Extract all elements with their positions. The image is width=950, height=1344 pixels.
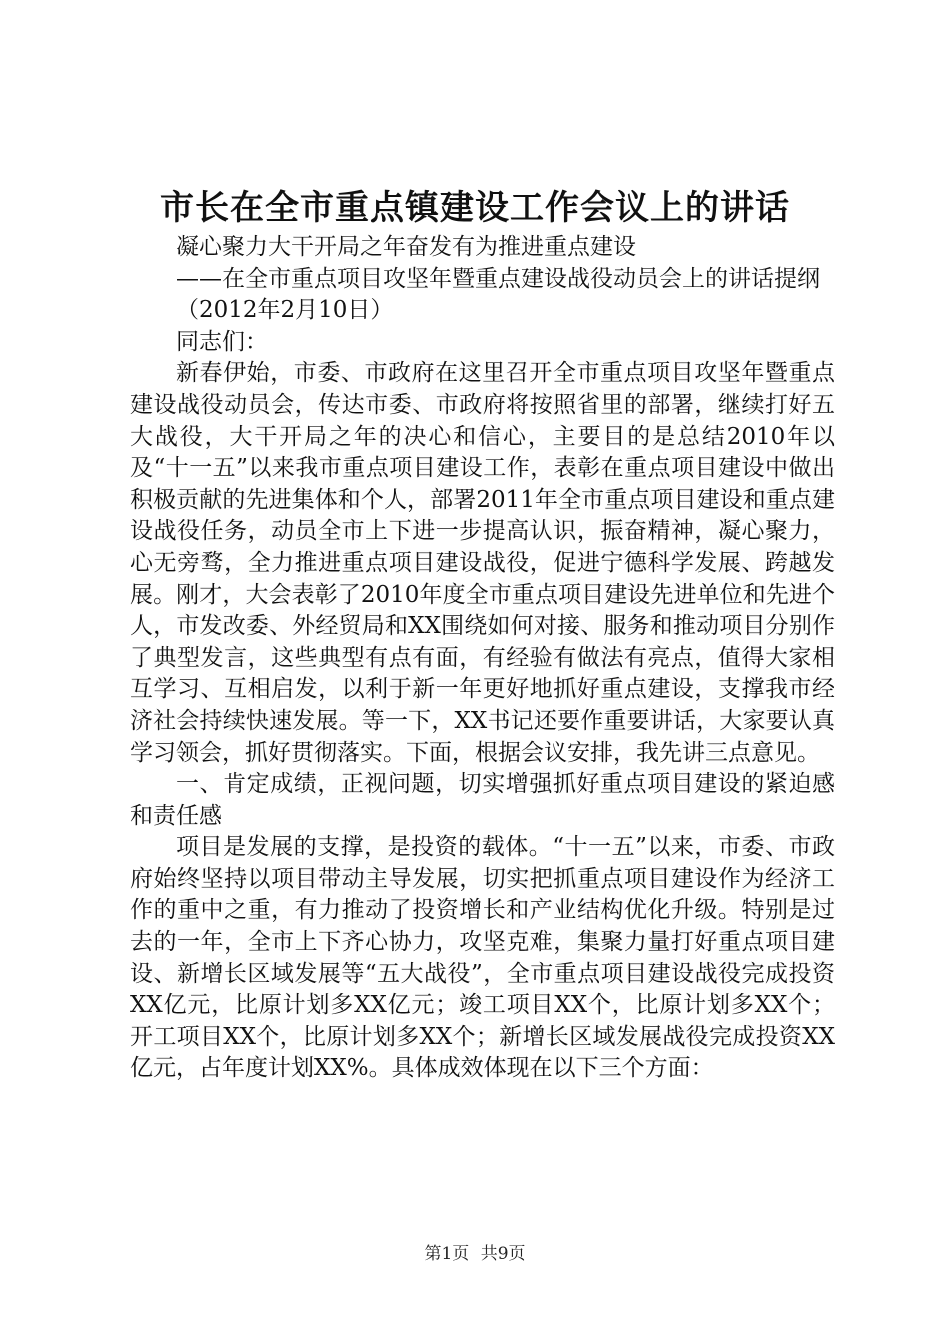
document-title: 市长在全市重点镇建设工作会议上的讲话 <box>160 188 790 228</box>
page-total: 共9页 <box>480 1244 526 1264</box>
body-paragraph: 项目是发展的支撑，是投资的载体。“十一五”以来，市委、市政府始终坚持以项目带动主导发展，切实把抓重点项目建设作为经济工作的重中之重，有力推动了投资增长和产业结构优化升级。特别是过去的一年，全市上下齐心协力，攻坚克难，集聚力量打好重点项目建设、新增长区域发展等“五大战役”，全市重点项目建设战役完成投资XX亿元，比原计划多XX亿元；竣工项目XX个，比原计划多XX个；开工项目XX个，比原计划多XX个；新增长区域发展战役完成投资XX亿元，占年度计划XX%。具体成效体现在以下三个方面： <box>130 834 835 1082</box>
speech-subtitle: ——在全市重点项目攻坚年暨重点建设战役动员会上的讲话提纲 <box>176 265 820 292</box>
page-number: 第1页 <box>424 1244 470 1264</box>
speech-heading: 凝心聚力大干开局之年奋发有为推进重点建设 <box>176 234 636 260</box>
speech-date: （2012年2月10日） <box>176 297 394 324</box>
section-heading: 一、肯定成绩，正视问题，切实增强抓好重点项目建设的紧迫感和责任感 <box>130 771 835 829</box>
body-paragraph: 新春伊始，市委、市政府在这里召开全市重点项目攻坚年暨重点建设战役动员会，传达市委、市政府将按照省里的部署，继续打好五大战役，大干开局之年的决心和信心，主要目的是总结2010年以及“十一五”以来我市重点项目建设工作，表彰在重点项目建设中做出积极贡献的先进集体和个人，部署2011年全市重点项目建设和重点建设战役任务，动员全市上下进一步提高认识，振奋精神，凝心聚力，心无旁骛，全力推进重点项目建设战役，促进宁德科学发展、跨越发展。刚才，大会表彰了2010年度全市重点项目建设先进单位和先进个人，市发改委、外经贸局和XX围绕如何对接、服务和推动项目分别作了典型发言，这些典型有点有面，有经验有做法有亮点，值得大家相互学习、互相启发，以利于新一年更好地抓好重点建设，支撑我市经济社会持续快速发展。等一下，XX书记还要作重要讲话，大家要认真学习领会，抓好贯彻落实。下面，根据会议安排，我先讲三点意见。 <box>130 360 835 766</box>
document-body <box>130 232 835 1085</box>
salutation: 同志们： <box>176 328 268 355</box>
page-footer <box>0 1242 950 1266</box>
